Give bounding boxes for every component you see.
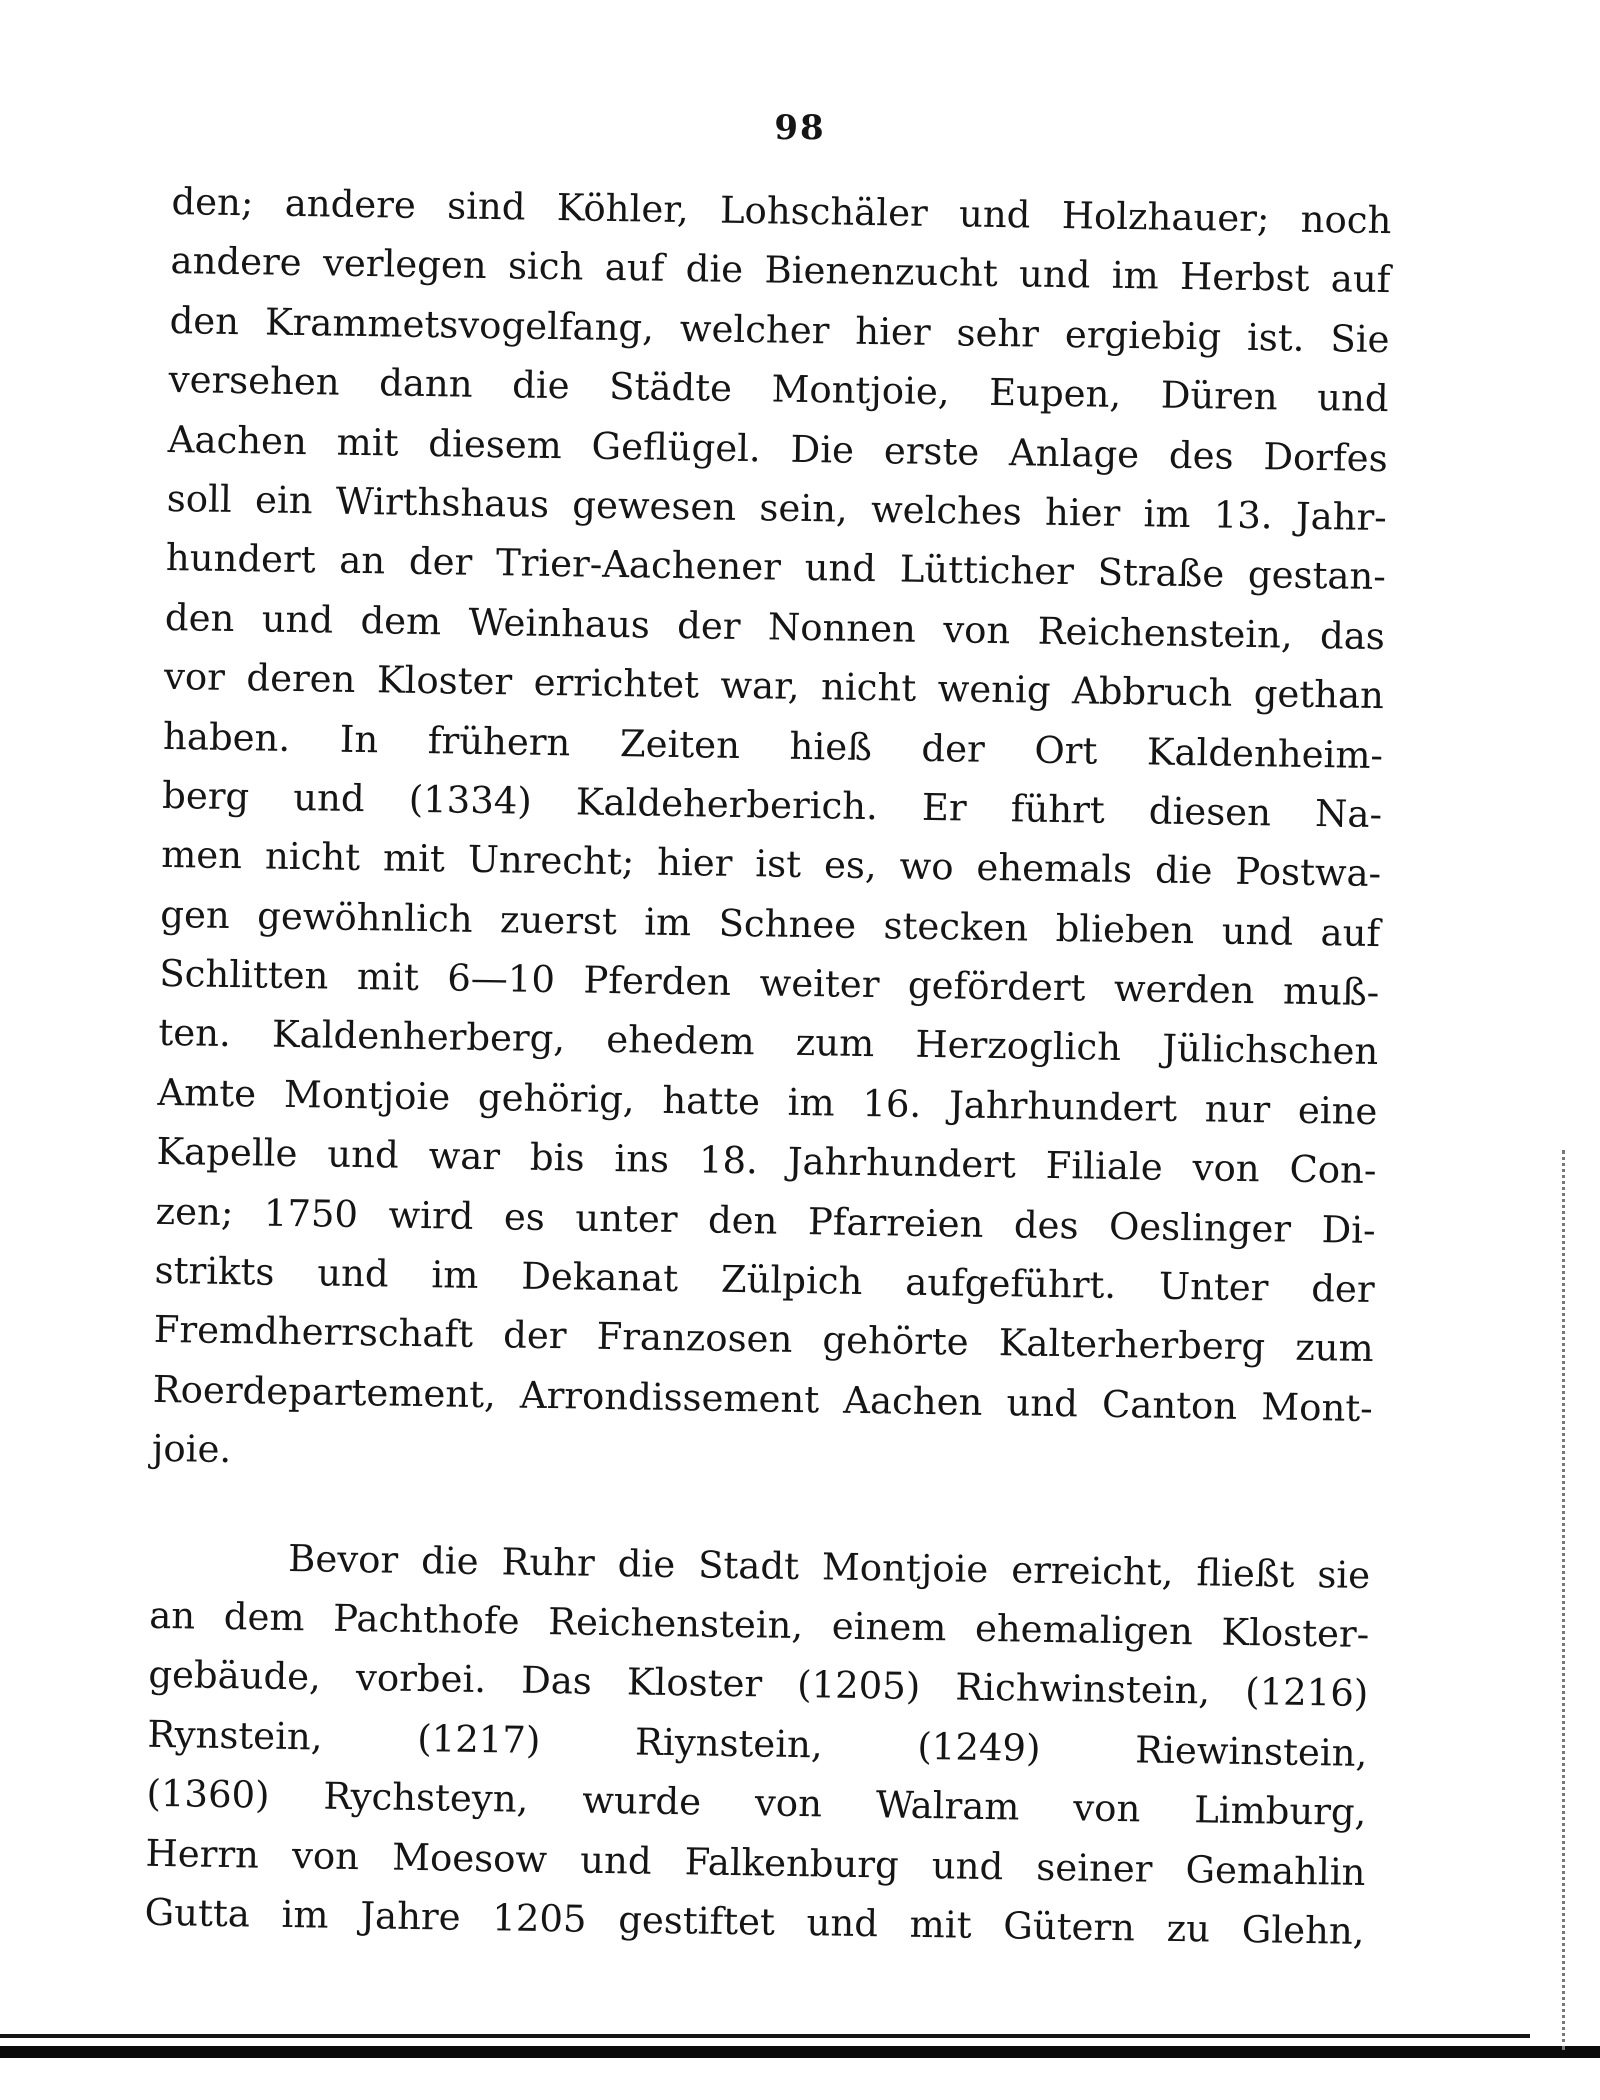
text-line: haben. In frühern Zeiten hieß der Ort Kaldenheim- xyxy=(162,714,1384,777)
text-line: Rynstein, (1217) Riynstein, (1249) Riewinstein, xyxy=(147,1712,1368,1775)
text-line: Roerdepartement, Arrondissement Aachen und Canton Mont- xyxy=(152,1367,1374,1430)
text-line: den; andere sind Köhler, Lohschäler und Holzhauer; noch xyxy=(171,179,1392,243)
page-number: 98 xyxy=(774,108,826,148)
text-line: (1360) Rychsteyn, wurde von Walram von Limburg, xyxy=(146,1771,1367,1835)
body-text xyxy=(144,172,1392,1961)
text-line: joie. xyxy=(151,1427,232,1472)
text-line: berg und (1334) Kaldeherberich. Er führt diesen Na- xyxy=(161,773,1383,836)
text-line: andere verlegen sich auf die Bienenzucht und im Herbst auf xyxy=(170,239,1391,302)
text-line: men nicht mit Unrecht; hier ist es, wo ehemals die Postwa- xyxy=(160,833,1382,896)
text-line: Herrn von Moesow und Falkenburg und seiner Gemahlin xyxy=(145,1831,1366,1894)
text-line: gen gewöhnlich zuerst im Schnee stecken blieben und auf xyxy=(160,892,1381,955)
text-line: Bevor die Ruhr die Stadt Montjoie erreicht, fließt sie xyxy=(287,1536,1371,1597)
text-line: soll ein Wirthshaus gewesen sein, welches hier im 13. Jahr- xyxy=(166,476,1388,540)
text-line: Fremdherrschaft der Franzosen gehörte Kalterherberg zum xyxy=(153,1308,1374,1371)
footer-rule-thick xyxy=(0,2046,1600,2058)
scan-edge-mark xyxy=(1562,1150,1568,2050)
footer-rule-thin xyxy=(0,2034,1530,2038)
text-line: ten. Kaldenherberg, ehedem zum Herzoglich Jülichschen xyxy=(158,1011,1379,1074)
text-line: hundert an der Trier-Aachener und Lütticher Straße gestan- xyxy=(165,536,1387,599)
text-line: strikts und im Dekanat Zülpich aufgeführt. Unter der xyxy=(154,1248,1375,1312)
text-line: gebäude, vorbei. Das Kloster (1205) Richwinstein, (1216) xyxy=(148,1653,1369,1716)
text-line: Amte Montjoie gehörig, hatte im 16. Jahrhundert nur eine xyxy=(157,1070,1378,1133)
paragraph-reichenstein xyxy=(144,1526,1370,1961)
text-line: zen; 1750 wird es unter den Pfarreien des Oeslinger Di- xyxy=(155,1189,1376,1252)
text-line: an dem Pachthofe Reichenstein, einem ehemaligen Kloster- xyxy=(148,1593,1370,1656)
paragraph-kalterherberg xyxy=(151,172,1391,1498)
text-line: den Krammetsvogelfang, welcher hier sehr ergiebig ist. Sie xyxy=(169,298,1390,361)
text-line: Schlitten mit 6—10 Pferden weiter gefördert werden muß- xyxy=(159,951,1380,1015)
text-line: Aachen mit diesem Geflügel. Die erste Anlage des Dorfes xyxy=(167,417,1388,480)
text-line: versehen dann die Städte Montjoie, Eupen, Düren und xyxy=(168,358,1389,421)
text-line: Gutta im Jahre 1205 gestiftet und mit Gütern zu Glehn, xyxy=(144,1890,1365,1953)
text-line: den und dem Weinhaus der Nonnen von Reichenstein, das xyxy=(164,595,1386,658)
text-line: vor deren Kloster errichtet war, nicht wenig Abbruch gethan xyxy=(163,655,1385,718)
text-line: Kapelle und war bis ins 18. Jahrhundert Filiale von Con- xyxy=(156,1130,1377,1193)
